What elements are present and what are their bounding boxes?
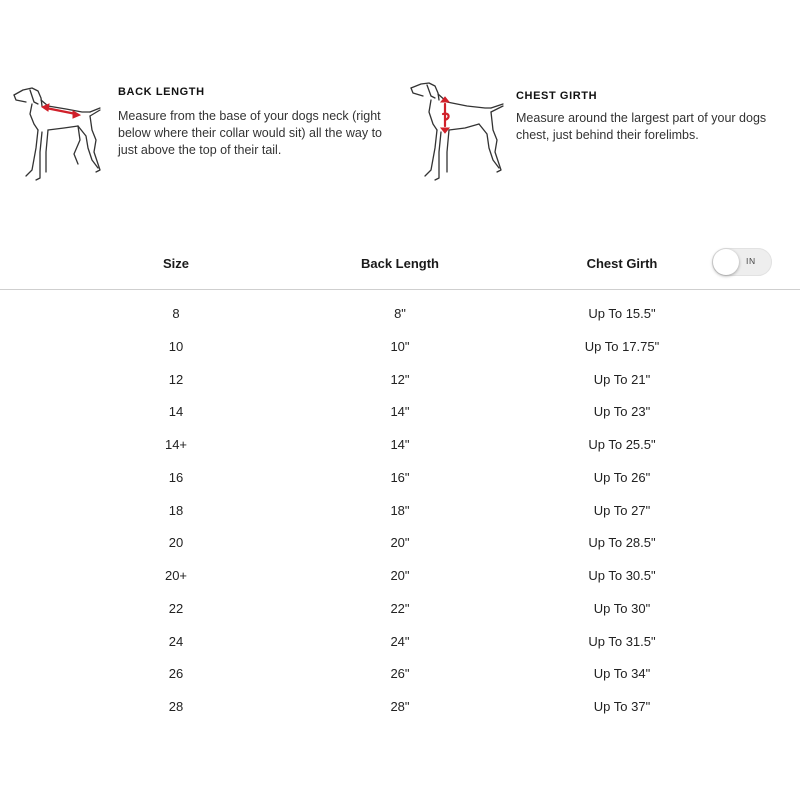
chest-girth-title: CHEST GIRTH: [516, 90, 598, 102]
cell-size: 8: [172, 306, 180, 321]
cell-chest-girth: Up To 26": [593, 469, 651, 485]
table-row: [0, 331, 800, 364]
cell-chest-girth: Up To 30": [593, 600, 651, 616]
size-table-body: [0, 298, 800, 724]
cell-chest-girth: Up To 17.75": [584, 338, 660, 354]
header-back-length: Back Length: [360, 256, 439, 271]
cell-back-length: 8": [394, 306, 406, 321]
table-row: [0, 298, 800, 331]
cell-chest-girth: Up To 34": [593, 666, 651, 682]
cell-chest-girth: Up To 25.5": [588, 437, 656, 452]
cell-back-length: 22": [390, 600, 410, 616]
cell-chest-girth: Up To 21": [593, 371, 651, 387]
cell-chest-girth: Up To 30.5": [588, 568, 656, 583]
back-length-description: Measure from the base of your dogs neck (right below where their collar would sit) all the way to just above the top of their tail.: [118, 109, 383, 157]
dog-back-length-icon: [8, 78, 108, 188]
table-row: [0, 658, 800, 691]
table-row: [0, 429, 800, 462]
cell-size: 14: [168, 404, 184, 420]
cell-size: 22: [168, 600, 184, 616]
cell-back-length: 20": [390, 568, 410, 583]
table-row: [0, 593, 800, 626]
header-chest-girth: Chest Girth: [586, 256, 658, 271]
cell-chest-girth: Up To 15.5": [588, 306, 656, 321]
cell-back-length: 26": [390, 666, 410, 682]
cell-back-length: 18": [390, 502, 410, 518]
cell-size: 14+: [164, 437, 188, 452]
cell-chest-girth: Up To 23": [593, 404, 651, 420]
cell-back-length: 12": [390, 371, 410, 387]
cell-size: 12: [168, 371, 184, 387]
cell-back-length: 20": [390, 535, 410, 551]
chest-girth-description: Measure around the largest part of your dogs chest, just behind their forelimbs.: [516, 111, 767, 142]
cell-size: 18: [168, 502, 184, 518]
cell-chest-girth: Up To 31.5": [588, 633, 656, 649]
cell-size: 28: [168, 699, 184, 714]
table-row: [0, 560, 800, 593]
table-row: [0, 691, 800, 724]
cell-back-length: 14": [390, 437, 410, 452]
cell-chest-girth: Up To 27": [593, 502, 651, 518]
cell-size: 20+: [164, 568, 188, 583]
cell-back-length: 24": [390, 633, 410, 649]
cell-chest-girth: Up To 28.5": [588, 535, 656, 551]
size-table-header: [0, 244, 800, 290]
toggle-knob[interactable]: [713, 249, 739, 275]
cell-back-length: 10": [390, 338, 410, 354]
cell-size: 26: [168, 666, 184, 682]
cell-back-length: 16": [390, 469, 410, 485]
cell-size: 16: [168, 469, 184, 485]
cell-size: 10: [168, 338, 184, 354]
table-row: [0, 495, 800, 528]
table-row: [0, 396, 800, 429]
back-length-title: BACK LENGTH: [118, 86, 205, 98]
cell-size: 20: [168, 535, 184, 551]
table-row: [0, 364, 800, 397]
header-size: Size: [162, 256, 189, 271]
unit-toggle[interactable]: [712, 248, 772, 276]
toggle-label: IN: [746, 256, 756, 266]
table-row: [0, 626, 800, 659]
cell-size: 24: [168, 633, 184, 649]
dog-chest-girth-icon: [405, 78, 510, 188]
table-row: [0, 527, 800, 560]
table-row: [0, 462, 800, 495]
cell-back-length: 14": [390, 404, 410, 420]
cell-chest-girth: Up To 37": [593, 699, 651, 714]
cell-back-length: 28": [390, 699, 410, 714]
